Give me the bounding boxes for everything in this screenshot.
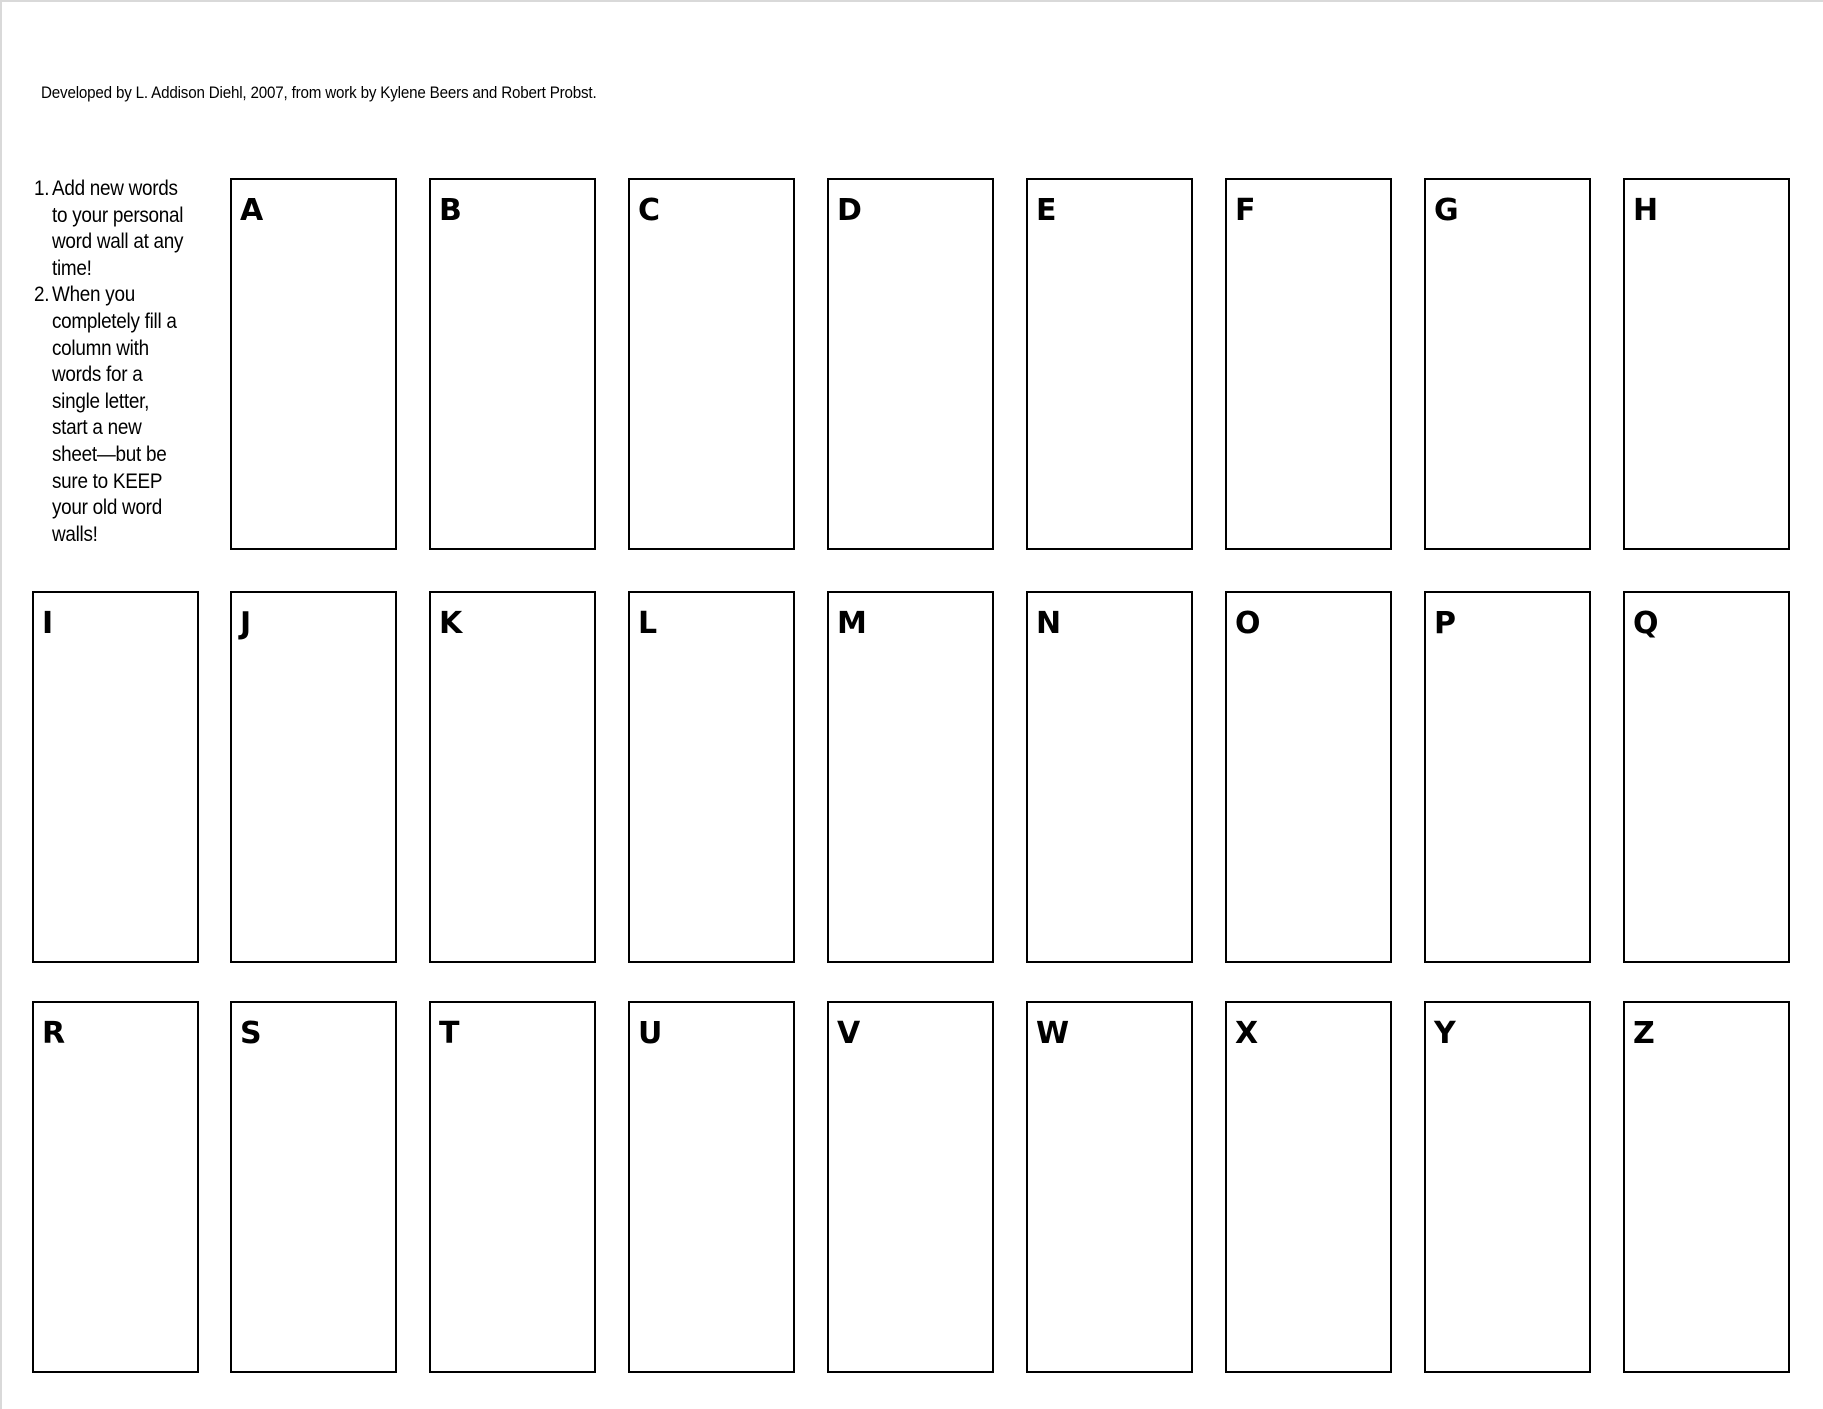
letter-label: O (1235, 606, 1261, 641)
instruction-line: sheet—but be (52, 442, 167, 466)
letter-box-x[interactable] (1225, 1001, 1392, 1373)
letter-label: Z (1633, 1016, 1655, 1051)
instruction-line: to your personal (52, 203, 184, 227)
letter-label: J (240, 606, 252, 641)
instruction-item (34, 282, 223, 548)
letter-box-s[interactable] (230, 1001, 397, 1373)
letter-box-u[interactable] (628, 1001, 795, 1373)
letter-box-g[interactable] (1424, 178, 1591, 550)
letter-label: D (837, 193, 862, 228)
letter-label: N (1036, 606, 1062, 641)
letter-label: U (638, 1016, 663, 1051)
instruction-line: When you (52, 283, 135, 307)
letter-box-k[interactable] (429, 591, 596, 963)
letter-box-t[interactable] (429, 1001, 596, 1373)
instruction-number: 2. (34, 283, 50, 307)
letter-box-h[interactable] (1623, 178, 1790, 550)
instruction-line: start a new (52, 416, 142, 440)
instruction-number: 1. (34, 177, 50, 200)
letter-label: G (1434, 193, 1459, 228)
letter-box-o[interactable] (1225, 591, 1392, 963)
instruction-line: word wall at any (52, 230, 184, 254)
letter-box-y[interactable] (1424, 1001, 1591, 1373)
letter-label: I (42, 606, 54, 641)
letter-box-d[interactable] (827, 178, 994, 550)
letter-label: F (1235, 193, 1256, 228)
letter-label: L (638, 606, 658, 641)
instruction-line: walls! (52, 522, 98, 546)
letter-label: A (240, 193, 264, 228)
instruction-line: column with (52, 336, 149, 360)
letter-label: W (1036, 1016, 1070, 1051)
instruction-line: words for a (52, 363, 143, 387)
letter-label: Q (1633, 606, 1659, 641)
letter-label: E (1036, 193, 1057, 228)
instruction-line: completely fill a (52, 309, 177, 333)
instruction-line: time! (52, 256, 92, 280)
letter-box-j[interactable] (230, 591, 397, 963)
letter-label: X (1235, 1016, 1259, 1051)
letter-label: K (439, 606, 463, 641)
letter-box-a[interactable] (230, 178, 397, 550)
letter-box-z[interactable] (1623, 1001, 1790, 1373)
instruction-item (34, 176, 223, 282)
letter-box-m[interactable] (827, 591, 994, 963)
letter-box-l[interactable] (628, 591, 795, 963)
letter-label: C (638, 193, 661, 228)
letter-box-r[interactable] (32, 1001, 199, 1373)
credit-line: Developed by L. Addison Diehl, 2007, from work by Kylene Beers and Robert Probst. (41, 84, 597, 102)
letter-box-f[interactable] (1225, 178, 1392, 550)
instruction-line: sure to KEEP (52, 469, 163, 493)
instruction-line: single letter, (52, 389, 150, 413)
letter-label: M (837, 606, 867, 641)
instruction-line: your old word (52, 496, 162, 520)
letter-label: P (1434, 606, 1456, 641)
letter-label: S (240, 1016, 262, 1051)
letter-label: Y (1434, 1016, 1456, 1051)
letter-box-n[interactable] (1026, 591, 1193, 963)
letter-box-i[interactable] (32, 591, 199, 963)
letter-box-c[interactable] (628, 178, 795, 550)
letter-label: B (439, 193, 462, 228)
letter-box-w[interactable] (1026, 1001, 1193, 1373)
letter-label: R (42, 1016, 66, 1051)
instruction-line: Add new words (52, 177, 178, 200)
letter-box-e[interactable] (1026, 178, 1193, 550)
letter-label: H (1633, 193, 1659, 228)
letter-label: V (837, 1016, 861, 1051)
letter-box-q[interactable] (1623, 591, 1790, 963)
instructions-list (34, 176, 204, 548)
letter-box-b[interactable] (429, 178, 596, 550)
letter-box-v[interactable] (827, 1001, 994, 1373)
letter-box-p[interactable] (1424, 591, 1591, 963)
letter-label: T (439, 1016, 460, 1051)
